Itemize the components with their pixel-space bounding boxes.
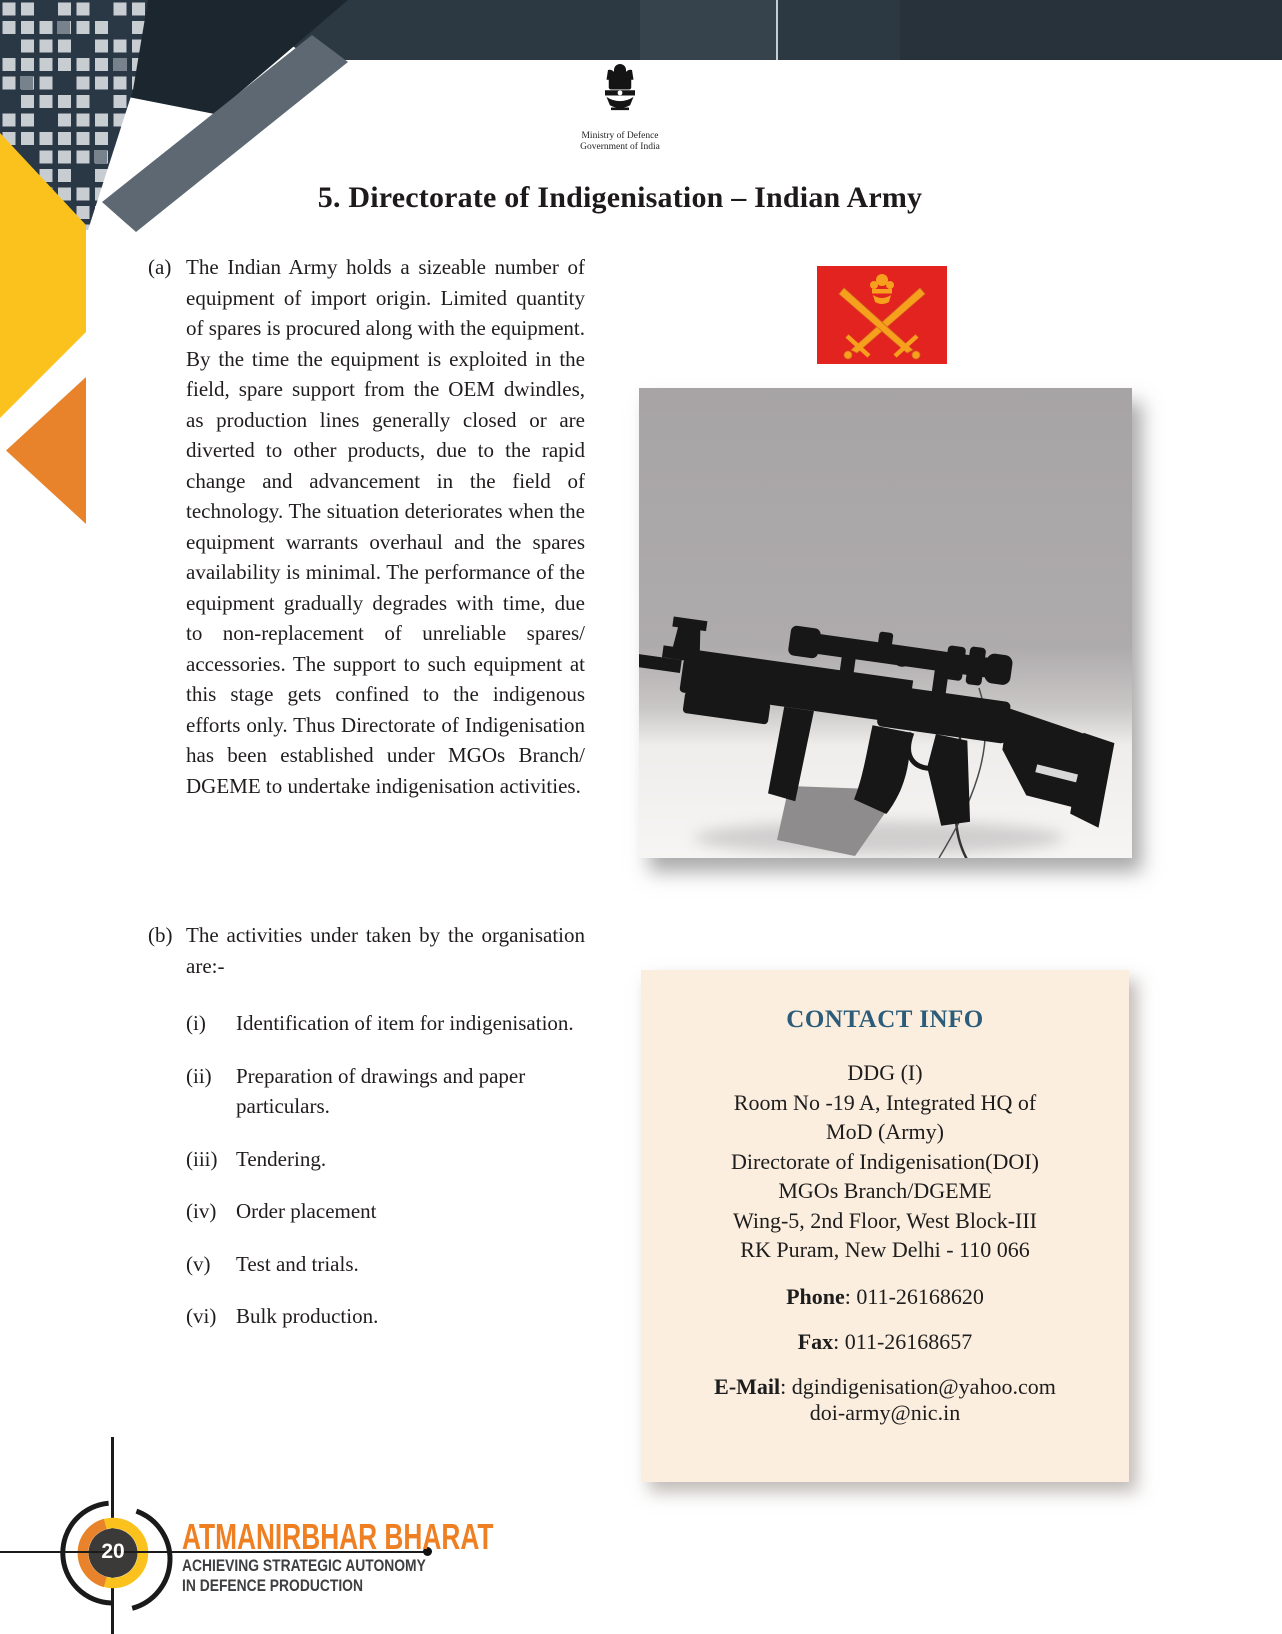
page-number-badge: 20 — [101, 1540, 125, 1563]
contact-address-line: RK Puram, New Delhi - 110 066 — [740, 1237, 1030, 1262]
contact-address-line: MoD (Army) — [826, 1119, 944, 1144]
contact-address-line: MGOs Branch/DGEME — [778, 1178, 992, 1203]
paragraph-a-label: (a) — [148, 255, 172, 279]
header-band-shade-segment — [900, 0, 1282, 60]
contact-address-line: DDG (I) — [847, 1060, 923, 1085]
list-item-number: (v) — [186, 1251, 211, 1276]
contact-heading: CONTACT INFO — [786, 1006, 984, 1033]
list-item-text: Identification of item for indigenisation. — [236, 1011, 574, 1035]
paragraph-b-label: (b) — [148, 923, 173, 947]
contact-phone-value: : 011-26168620 — [844, 1283, 984, 1309]
contact-email-label: E-Mail — [714, 1373, 781, 1399]
contact-address-line: Wing-5, 2nd Floor, West Block-III — [732, 1207, 1037, 1233]
list-item — [186, 1061, 586, 1122]
brand-tagline-line1: ACHIEVING STRATEGIC AUTONOMY — [182, 1557, 426, 1575]
list-item-text: Bulk production. — [236, 1304, 379, 1328]
header-band-light-segment — [640, 0, 777, 60]
rifle-photo — [639, 388, 1132, 858]
contact-address — [641, 1058, 1129, 1265]
list-item-number: (vi) — [186, 1304, 217, 1328]
indian-army-flag-icon — [817, 266, 947, 369]
list-item-text: Order placement — [236, 1199, 377, 1223]
paragraph-b — [148, 920, 585, 981]
list-item-number: (iv) — [186, 1199, 217, 1223]
contact-fax-value: : 011-26168657 — [833, 1328, 973, 1354]
list-item-number: (iii) — [186, 1146, 218, 1171]
activities-list — [186, 1008, 586, 1354]
contact-fax-label: Fax — [797, 1328, 834, 1354]
contact-card — [641, 970, 1129, 1482]
contact-address-line: Directorate of Indigenisation(DOI) — [731, 1148, 1039, 1174]
brand-tagline-line2: IN DEFENCE PRODUCTION — [182, 1577, 363, 1595]
contact-fax — [641, 1329, 1129, 1355]
ministry-caption-line2: Government of India — [580, 142, 660, 152]
page-title: 5. Directorate of Indigenisation – Indian Army — [317, 181, 923, 214]
paragraph-a — [148, 252, 585, 801]
ministry-caption-line1: Ministry of Defence — [581, 131, 659, 141]
contact-email-value: : dgindigenisation@yahoo.com — [780, 1373, 1056, 1399]
paragraph-a-text: The Indian Army holds a sizeable number of equipment of import origin. Limited quantity of spares is procured along with the equipment. By the time the equipment is exploited in the field, spare support from the OEM dwindles, as production lines generally closed or are diverted to other products, due to the rapid change and advancement in the field of technology. The situation deteriorates when the equipment warrants overhaul and the spares availability is minimal. The performance of the equipment gradually degrades with time, due to non-replacement of unreliable spares/ accessories. The support to such equipment at this stage gets confined to the indigenous efforts only. Thus Directorate of Indigenisation has been established under MGOs Branch/ DGEME to undertake indigenisation activities. — [186, 255, 585, 798]
list-item — [186, 1196, 586, 1227]
brand-title: ATMANIRBHAR BHARAT — [182, 1516, 494, 1557]
contact-phone-label: Phone — [786, 1283, 845, 1309]
list-item-text: Test and trials. — [236, 1251, 359, 1276]
ministry-emblem-block — [560, 62, 680, 153]
list-item-number: (i) — [186, 1011, 206, 1035]
ashoka-lion-capital-icon — [596, 62, 644, 126]
list-item — [186, 1008, 586, 1039]
contact-phone — [641, 1284, 1129, 1310]
list-item — [186, 1301, 586, 1332]
list-item-text: Tendering. — [236, 1146, 327, 1171]
contact-address-line: Room No -19 A, Integrated HQ of — [733, 1089, 1037, 1115]
paragraph-b-text: The activities under taken by the organisation are:- — [186, 923, 585, 978]
list-item — [186, 1144, 586, 1175]
contact-email — [641, 1374, 1129, 1426]
header-band-divider — [776, 0, 778, 60]
list-item-number: (ii) — [186, 1063, 212, 1088]
list-item — [186, 1249, 586, 1280]
contact-email-line2: doi-army@nic.in — [809, 1399, 961, 1425]
list-item-text: Preparation of drawings and paper particulars. — [236, 1063, 526, 1118]
